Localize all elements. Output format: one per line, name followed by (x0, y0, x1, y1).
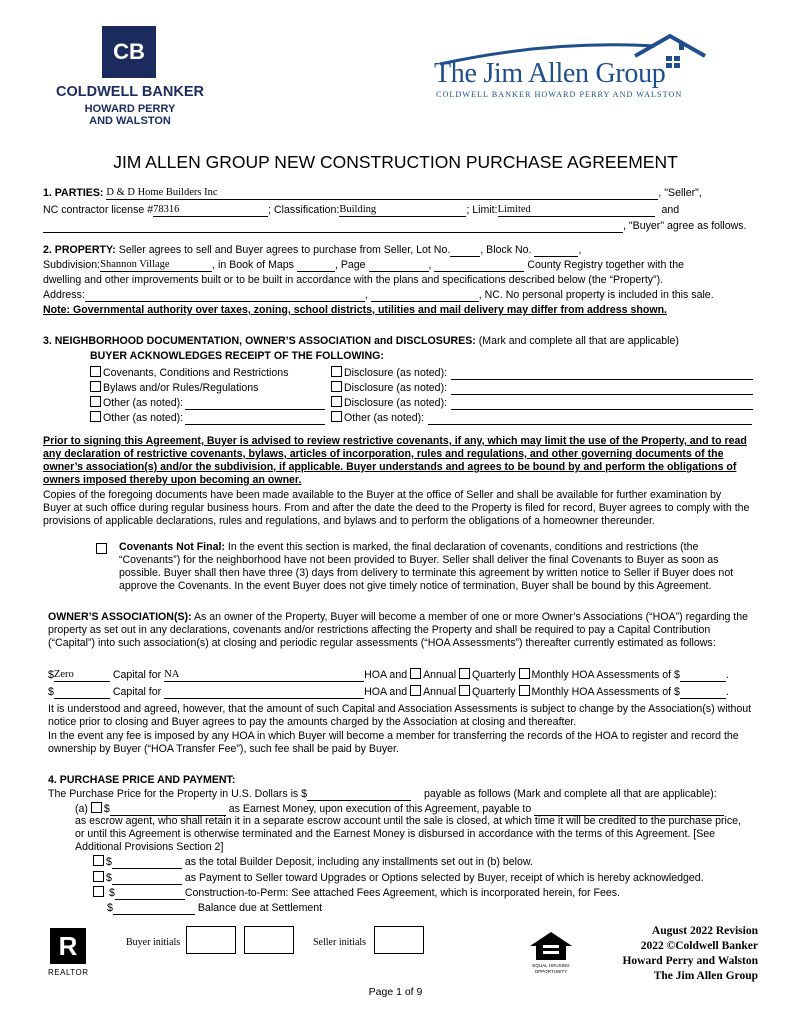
checkbox[interactable] (331, 381, 342, 392)
hoa-name-field[interactable] (164, 686, 364, 699)
checkbox[interactable] (331, 411, 342, 422)
s3-right-item-1 (331, 381, 753, 395)
capital-row-0: $Zero Capital for NA HOA and Annual Quarterly Monthly HOA Assessments of $ . (48, 669, 729, 681)
deposit-line: $ as the total Builder Deposit, including any installments set out in (b) below. (93, 855, 533, 869)
checkbox[interactable] (90, 381, 101, 392)
nc-text: , NC. No personal property is included in this sale. (478, 289, 714, 301)
equal-housing-house-icon (524, 928, 578, 962)
s4-label: 4. PURCHASE PRICE AND PAYMENT: (48, 774, 236, 786)
page-title: JIM ALLEN GROUP NEW CONSTRUCTION PURCHASE AGREEMENT (113, 152, 678, 172)
s3-left-item-0 (90, 366, 289, 380)
limit-field[interactable] (498, 204, 655, 217)
upgrades-text: as Payment to Seller toward Upgrades or Options selected by Buyer, receipt of which is hereby acknowledged. (184, 872, 704, 884)
disclosure-field[interactable] (451, 367, 753, 380)
s2-text1: Seller agrees to sell and Buyer agrees to purchase from Seller, Lot No. (118, 244, 451, 256)
s1-license-line (43, 204, 679, 217)
upgrades-line: $ as Payment to Seller toward Upgrades or Options selected by Buyer, receipt of which is hereby acknowledged. (93, 871, 704, 885)
coldwell-banker-logo (48, 26, 212, 130)
owners-label: OWNER’S ASSOCIATION(S): (48, 611, 192, 623)
revision-block (580, 924, 758, 984)
annual-checkbox[interactable] (410, 685, 421, 696)
s3-left-item-1 (90, 381, 258, 395)
s3-ack: BUYER ACKNOWLEDGES RECEIPT OF THE FOLLOWING: (90, 350, 384, 362)
payable-text: payable as follows (Mark and complete all that are applicable): (424, 788, 717, 800)
revision-line-4: The Jim Allen Group (653, 970, 758, 982)
ctp-field[interactable] (115, 887, 185, 900)
seller-initials-box[interactable] (374, 926, 424, 954)
classification-field[interactable] (339, 204, 466, 217)
deposit-field[interactable] (112, 856, 182, 869)
county-label: County Registry together with the (527, 259, 685, 271)
s3-right-item-2 (331, 396, 753, 410)
monthly-label: Monthly HOA Assessments of $ (531, 686, 680, 698)
ctp-line: $ Construction-to-Perm: See attached Fees Agreement, which is incorporated herein, for Fees. (93, 886, 620, 900)
hoa-and-label: HOA and (364, 686, 408, 698)
item-label: Other (as noted): (344, 412, 425, 424)
quarterly-label: Quarterly (472, 686, 516, 698)
seller-suffix: , "Seller", (658, 187, 702, 199)
ctp-text: Construction-to-Perm: See attached Fees Agreement, which is incorporated herein, for Fees. (184, 887, 620, 899)
block-field[interactable] (534, 244, 578, 257)
classification-value: Building (339, 204, 377, 215)
s3-label: 3. NEIGHBORHOOD DOCUMENTATION, OWNER’S ASSOCIATION and DISCLOSURES: (43, 335, 476, 347)
capital-amount-field[interactable] (54, 669, 110, 682)
county-field[interactable] (434, 259, 524, 272)
buyer-initials-label: Buyer initials (126, 937, 181, 948)
s1-buyer-line (43, 220, 747, 233)
s3-left-item-3 (90, 411, 325, 425)
seller-name-field[interactable] (106, 187, 658, 200)
realtor-logo (48, 928, 98, 978)
s3-right-item-3 (331, 411, 752, 425)
city-field[interactable] (371, 289, 479, 302)
s3-right-item-0 (331, 366, 753, 380)
purchase-price-field[interactable] (307, 788, 411, 801)
seller-name-value: D & D Home Builders Inc (106, 187, 218, 198)
jag-name: The Jim Allen Group (434, 58, 666, 89)
block-label: , Block No. (480, 244, 532, 256)
s4-price-line (48, 788, 717, 801)
subdivision-value: Shannon Village (100, 259, 170, 270)
disclosure-field[interactable] (451, 397, 753, 410)
license-value: 78316 (153, 204, 180, 215)
monthly-label: Monthly HOA Assessments of $ (531, 669, 680, 681)
covenants-text: In the event this section is marked, the final declaration of covenants, conditions and restrictions (the “Covenants”) for the neighborhood have not been provided to Buyer. Seller shall deliver the final Covenants to Buyer as soon as possible. Buyer shall then have three (3) days from delivery to terminate this agreement by written notice to Seller if Buyer does not approve the Covenants. In the event Buyer does not give timely notice of termination, Buyer shall be bound by this Agreement. (119, 541, 734, 592)
limit-value: Limited (497, 204, 531, 215)
upgrades-checkbox[interactable] (93, 871, 104, 882)
prior-to-signing: Prior to signing this Agreement, Buyer is advised to review restrictive covenants, if any, which may limit the use of the Property, and to read any declaration of restrictive covenants, bylaws, articles of incorporation, rules and regulations, and other governing documents of the owner’s association(s) and/or the subdivision, if applicable. Buyer understands and agrees to be bound by and perform the obligations of owners imposed thereby upon becoming an owner. (43, 435, 747, 486)
annual-checkbox[interactable] (410, 668, 421, 679)
subdivision-field[interactable] (100, 259, 212, 272)
s2-line3: dwelling and other improvements built or to be built in accordance with the plans and specifications described below (the “Property”). (43, 274, 664, 286)
book-field[interactable] (297, 259, 335, 272)
seller-initials-label: Seller initials (313, 937, 367, 948)
buyer-suffix: , "Buyer" agree as follows. (623, 220, 747, 232)
quarterly-label: Quarterly (472, 669, 516, 681)
s2-line2: Subdivision:Shannon Village , in Book of Maps , Page , County Registry together with the (43, 259, 685, 271)
realtor-r-icon: R (50, 928, 86, 964)
cb-name: COLDWELL BANKER (56, 84, 204, 100)
other-field[interactable] (428, 412, 752, 425)
earnest-money-checkbox[interactable] (91, 802, 102, 813)
checkbox[interactable] (331, 366, 342, 377)
license-label: NC contractor license # (43, 204, 154, 216)
monthly-checkbox[interactable] (519, 668, 530, 679)
quarterly-checkbox[interactable] (459, 668, 470, 679)
s2-line1: 2. PROPERTY: Seller agrees to sell and Buyer agrees to purchase from Seller, Lot No. , Block No. , (43, 244, 582, 256)
deposit-text: as the total Builder Deposit, including any installments set out in (b) below. (184, 856, 533, 868)
and-text: and (661, 204, 680, 216)
item-label: Other (as noted): (103, 397, 184, 409)
balance-line: $ Balance due at Settlement (107, 902, 323, 914)
annual-label: Annual (423, 669, 457, 681)
capital-for-label: Capital for (112, 669, 162, 681)
quarterly-checkbox[interactable] (459, 685, 470, 696)
capital-amount-value: Zero (53, 669, 74, 680)
buyer-initials-box-1[interactable] (186, 926, 236, 954)
item-label: Disclosure (as noted): (344, 382, 448, 394)
checkbox[interactable] (331, 396, 342, 407)
transfer-paragraph: In the event any fee is imposed by any HOA in which Buyer will become a member for transferring the records of the HOA to register and record the ownership by Buyer (“HOA Transfer Fee”), such fee shall be paid by Buyer. (48, 730, 739, 755)
s2-note: Note: Governmental authority over taxes, zoning, school districts, utilities and mail delivery may differ from address shown. (43, 304, 668, 316)
capital-amount-field[interactable] (54, 686, 110, 699)
page-number: Page 1 of 9 (368, 986, 423, 998)
covenants-label: Covenants Not Final: (119, 541, 225, 553)
hoa-name-field[interactable] (164, 669, 364, 682)
assessment-field[interactable] (680, 669, 726, 682)
checkbox[interactable] (90, 411, 101, 422)
copies-paragraph: Copies of the foregoing documents have been made available to the Buyer at the office of Seller and shall be available for further examination by Buyer at such office during regular business hours. From and after the date the deed to the Property is filed for record, Buyer agrees to comply with the provisions of applicable declarations, rules and regulations, and bylaws and to perform the obligations of a homeowner thereunder. (43, 489, 750, 527)
understood-paragraph: It is understood and agreed, however, that the amount of such Capital and Association Assessments is subject to change by the Association(s) without notice prior to closing and Buyer agrees to pay the amounts charged by the Association at closing and thereafter. (48, 703, 752, 728)
item-label: Bylaws and/or Rules/Regulations (103, 382, 259, 394)
a-text: as Earnest Money, upon execution of this Agreement, payable to (228, 803, 532, 815)
jim-allen-group-logo (430, 32, 710, 102)
disclosure-field[interactable] (451, 382, 753, 395)
subdivision-label: Subdivision: (43, 259, 101, 271)
address-field[interactable] (85, 289, 365, 302)
a-continuation: as escrow agent, who shall retain it in a separate escrow account until the sale is closed, at which time it will be credited to the purchase price, or until this Agreement is otherwise terminated and the Earnest Money is disbursed in accordance with the terms of this Agreement. [See Additional Provisions Section 2] (75, 815, 741, 853)
monthly-checkbox[interactable] (519, 685, 530, 696)
s3-label-note: (Mark and complete all that are applicable) (478, 335, 679, 347)
buyer-initials-box-2[interactable] (244, 926, 294, 954)
owners-text: As an owner of the Property, Buyer will become a member of one or more Owner’s Associations (“HOA”) regarding the property as set out in any declarations, covenants and/or restrictions affecting the Property and shall be required to pay a Capital Contribution (“Capital”) into such association(s) at closing and periodic regular assessments (“HOA Assessments”) thereafter currently estimated as follows: (48, 611, 749, 649)
balance-field[interactable] (113, 902, 195, 915)
other-field[interactable] (185, 397, 325, 410)
hoa-and-label: HOA and (364, 669, 408, 681)
address-label: Address: (43, 289, 85, 301)
cb-monogram-badge: CB (102, 26, 156, 78)
s2-address-line: Address: , , NC. No personal property is included in this sale. (43, 289, 714, 301)
revision-line-1: August 2022 Revision (651, 925, 758, 937)
assessment-field[interactable] (680, 686, 726, 699)
page-label: , Page (334, 259, 366, 271)
balance-text: Balance due at Settlement (197, 902, 323, 914)
s1-label: 1. PARTIES: (43, 187, 104, 199)
covenants-checkbox[interactable] (96, 543, 107, 554)
price-text: The Purchase Price for the Property in U.S. Dollars is $ (48, 788, 308, 800)
equal-housing-text: EQUAL HOUSING OPPORTUNITY (532, 963, 570, 974)
classification-label: ; Classification: (268, 204, 340, 216)
deposit-checkbox[interactable] (93, 855, 104, 866)
cb-sub2: AND WALSTON (89, 115, 171, 127)
revision-line-3: Howard Perry and Walston (622, 955, 758, 967)
s3-heading (43, 335, 679, 348)
realtor-text: REALTOR (48, 968, 89, 977)
covenants-paragraph (119, 541, 751, 593)
ctp-checkbox[interactable] (93, 886, 104, 897)
lot-field[interactable] (450, 244, 480, 257)
cb-sub1: HOWARD PERRY (84, 103, 176, 115)
annual-label: Annual (423, 686, 457, 698)
capital-for-label: Capital for (112, 686, 162, 698)
s4-a-line: (a) $ as Earnest Money, upon execution of this Agreement, payable to (75, 802, 724, 816)
checkbox[interactable] (90, 366, 101, 377)
s3-left-item-2 (90, 396, 325, 410)
book-label: , in Book of Maps (212, 259, 294, 271)
checkbox[interactable] (90, 396, 101, 407)
limit-label: ; Limit: (466, 204, 498, 216)
s2-label: 2. PROPERTY: (43, 244, 116, 256)
page-field[interactable] (369, 259, 429, 272)
license-field[interactable] (153, 204, 268, 217)
upgrades-field[interactable] (112, 872, 182, 885)
item-label: Disclosure (as noted): (344, 367, 448, 379)
owners-paragraph (48, 611, 754, 650)
item-label: Covenants, Conditions and Restrictions (103, 367, 289, 379)
other-field[interactable] (185, 412, 325, 425)
a-label: (a) (75, 803, 88, 815)
equal-housing-logo (524, 928, 578, 978)
item-label: Other (as noted): (103, 412, 184, 424)
s1-parties-line (43, 187, 702, 200)
revision-line-2: 2022 ©Coldwell Banker (640, 940, 758, 952)
capital-row-1: $ Capital for HOA and Annual Quarterly Monthly HOA Assessments of $ . (48, 686, 729, 698)
hoa-name-value: NA (164, 669, 180, 680)
item-label: Disclosure (as noted): (344, 397, 448, 409)
buyer-name-field[interactable] (43, 220, 623, 233)
jag-tagline: COLDWELL BANKER HOWARD PERRY AND WALSTON (436, 90, 683, 99)
